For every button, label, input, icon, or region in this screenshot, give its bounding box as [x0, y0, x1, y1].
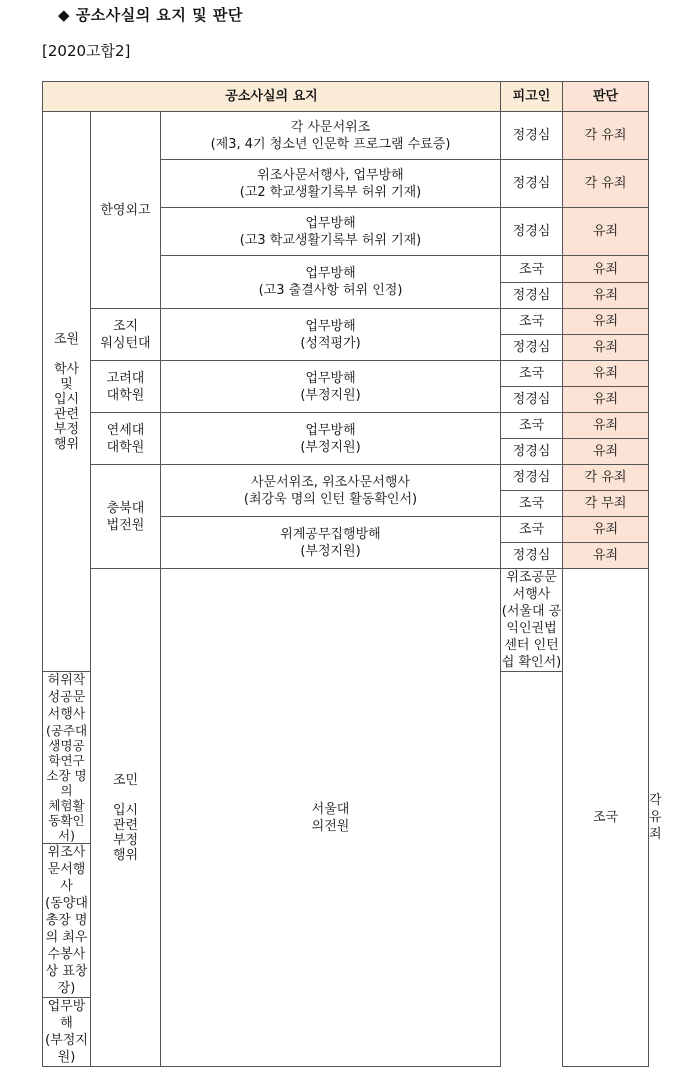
institution-wishington: 조지 워싱턴대 [91, 309, 161, 361]
group-cho-won: 조원 학사 및 입시 관련 부정 행위 [43, 112, 91, 672]
table-row [43, 465, 649, 491]
group-cho-min: 조민 입시 관련 부정 행위 [91, 569, 161, 1067]
defendant-cell: 조국 [501, 256, 563, 283]
charge-cell: 업무방해 (고3 출결사항 허위 인정) [161, 256, 501, 309]
charge-cell: 위조사문서행사 (동양대 총장 명의 최우수봉사상 표창장) [43, 844, 91, 998]
table-header-row [43, 82, 649, 112]
indictment-table [42, 81, 662, 1067]
section-heading: ◆ 공소사실의 요지 및 판단 [58, 6, 243, 24]
table-row: 조민 입시 관련 부정 행위 서울대 의전원 위조공문서행사 (서울대 공익인권법센터 인턴쉽 확인서) 조국 각 유죄 [43, 569, 649, 672]
header-verdict: 판단 [563, 82, 649, 112]
institution-hanyoung: 한영외고 [91, 112, 161, 309]
verdict-cell: 유죄 [563, 543, 649, 569]
charge-cell: 위조공문서행사 (서울대 공익인권법센터 인턴쉽 확인서) [501, 570, 562, 670]
charge-cell: 업무방해 (부정지원) [161, 413, 501, 465]
header-summary: 공소사실의 요지 [43, 82, 501, 112]
defendant-cell: 조국 [563, 569, 649, 1067]
defendant-cell: 조국 [501, 517, 563, 543]
verdict-cell: 유죄 [563, 208, 649, 256]
defendant-cell: 정경심 [501, 387, 563, 413]
charge-cell: 위계공무집행방해 (부정지원) [161, 517, 501, 569]
table-row [43, 309, 649, 335]
charge-cell: 업무방해 (고3 학교생활기록부 허위 기재) [161, 208, 501, 256]
institution-seoul: 서울대 의전원 [161, 569, 501, 1067]
verdict-cell: 각 유죄 [563, 160, 649, 208]
verdict-cell: 각 유죄 [563, 112, 649, 160]
charge-cell: 업무방해 (부정지원) [161, 361, 501, 413]
defendant-cell: 조국 [501, 413, 563, 439]
defendant-cell: 정경심 [501, 465, 563, 491]
verdict-cell: 각 유죄 [563, 465, 649, 491]
verdict-cell: 유죄 [563, 309, 649, 335]
institution-chungbuk: 충북대 법전원 [91, 465, 161, 569]
defendant-cell: 조국 [501, 491, 563, 517]
verdict-cell: 유죄 [563, 387, 649, 413]
verdict-cell: 유죄 [563, 413, 649, 439]
defendant-cell: 정경심 [501, 160, 563, 208]
table-row [43, 413, 649, 439]
defendant-cell: 정경심 [501, 208, 563, 256]
charge-cell: 허위작성공문서행사 (공주대 생명공학연구소장 명의 체험활동확인서) [43, 672, 91, 844]
verdict-cell: 각 무죄 [563, 491, 649, 517]
charge-cell: 업무방해 (부정지원) [43, 998, 91, 1067]
defendant-cell: 정경심 [501, 283, 563, 309]
defendant-cell: 정경심 [501, 439, 563, 465]
verdict-cell: 유죄 [563, 361, 649, 387]
charge-cell: 사문서위조, 위조사문서행사 (최강욱 명의 인턴 활동확인서) [161, 465, 501, 517]
table-row [43, 112, 649, 160]
institution-yonsei: 연세대 대학원 [91, 413, 161, 465]
case-number: [2020고합2] [42, 42, 131, 60]
verdict-cell: 유죄 [563, 256, 649, 283]
institution-korea: 고려대 대학원 [91, 361, 161, 413]
charge-cell: 각 사문서위조 (제3, 4기 청소년 인문학 프로그램 수료증) [161, 112, 501, 160]
defendant-cell: 정경심 [501, 543, 563, 569]
verdict-cell: 유죄 [563, 517, 649, 543]
defendant-cell: 정경심 [501, 335, 563, 361]
header-defendant: 피고인 [501, 82, 563, 112]
table-row [43, 361, 649, 387]
verdict-cell: 유죄 [563, 335, 649, 361]
verdict-cell: 유죄 [563, 283, 649, 309]
defendant-cell: 조국 [501, 309, 563, 335]
charge-cell: 업무방해 (성적평가) [161, 309, 501, 361]
verdict-cell: 유죄 [563, 439, 649, 465]
charge-cell: 위조사문서행사, 업무방해 (고2 학교생활기록부 허위 기재) [161, 160, 501, 208]
defendant-cell: 조국 [501, 361, 563, 387]
defendant-cell: 정경심 [501, 112, 563, 160]
